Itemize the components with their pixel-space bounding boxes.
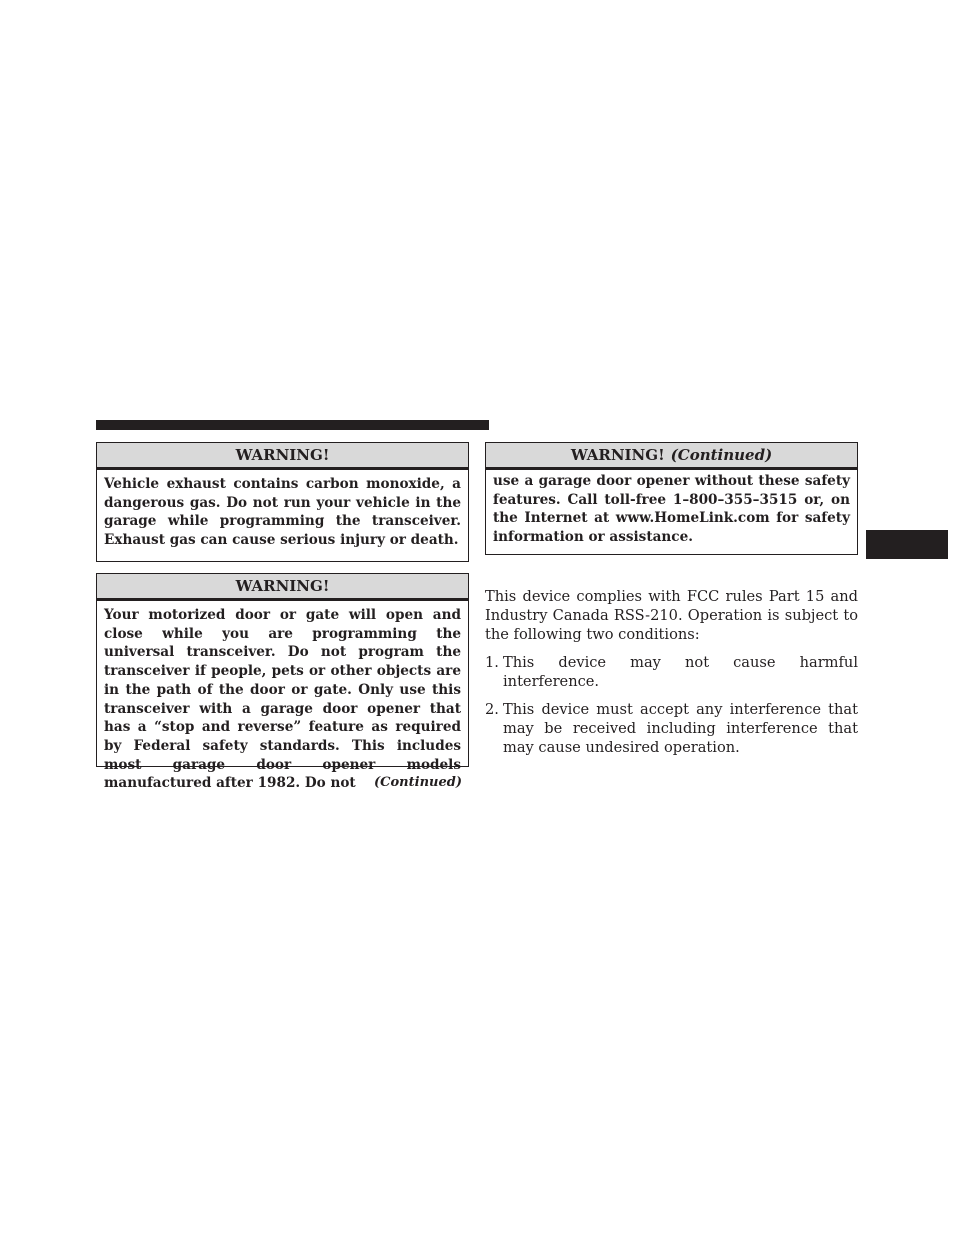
- list-number: 2.: [485, 701, 499, 718]
- list-item: [485, 653, 858, 691]
- continued-label: (Continued): [374, 775, 462, 790]
- list-text: This device may not cause harmful interference.: [503, 654, 858, 690]
- warning-header: [97, 443, 468, 470]
- list-number: 1.: [485, 654, 499, 671]
- warning-box-continued: [485, 442, 858, 555]
- warning-title: WARNING!: [570, 446, 665, 464]
- section-thumb-tab: [866, 530, 948, 559]
- warning-text: Your motorized door or gate will open and close while you are programming the universal transceiver. Do not program the transceiver if people, pets or other objects are in the path of the door or gate. Only use this transceiver with a garage door opener that has a “stop and reverse” feature as required by Federal safety standards. This includes most garage door opener models manufactured after 1982. Do not: [104, 607, 461, 792]
- warning-title-suffix: (Continued): [670, 446, 773, 464]
- warning-title: WARNING!: [235, 577, 330, 595]
- fcc-compliance-paragraph: This device complies with FCC rules Part 15 and Industry Canada RSS-210. Operation is subject to the following two conditions:: [485, 588, 858, 643]
- warning-header: [486, 443, 857, 470]
- warning-text: Vehicle exhaust contains carbon monoxide, a dangerous gas. Do not run your vehicle in the garage while programming the transceiver. Exhaust gas can cause serious injury or death.: [104, 476, 461, 549]
- warning-text: use a garage door opener without these safety features. Call toll-free 1–800–355–3515 or, on the Internet at www.HomeLink.com for safety information or assistance.: [493, 473, 850, 546]
- list-text: This device must accept any interference that may be received including interference that may cause undesired operation.: [503, 701, 858, 756]
- list-item: [485, 700, 858, 757]
- top-rule: [96, 420, 489, 430]
- warning-header: [97, 574, 468, 601]
- conditions-list: [485, 653, 858, 766]
- warning-box-exhaust: [96, 442, 469, 562]
- warning-title: WARNING!: [235, 446, 330, 464]
